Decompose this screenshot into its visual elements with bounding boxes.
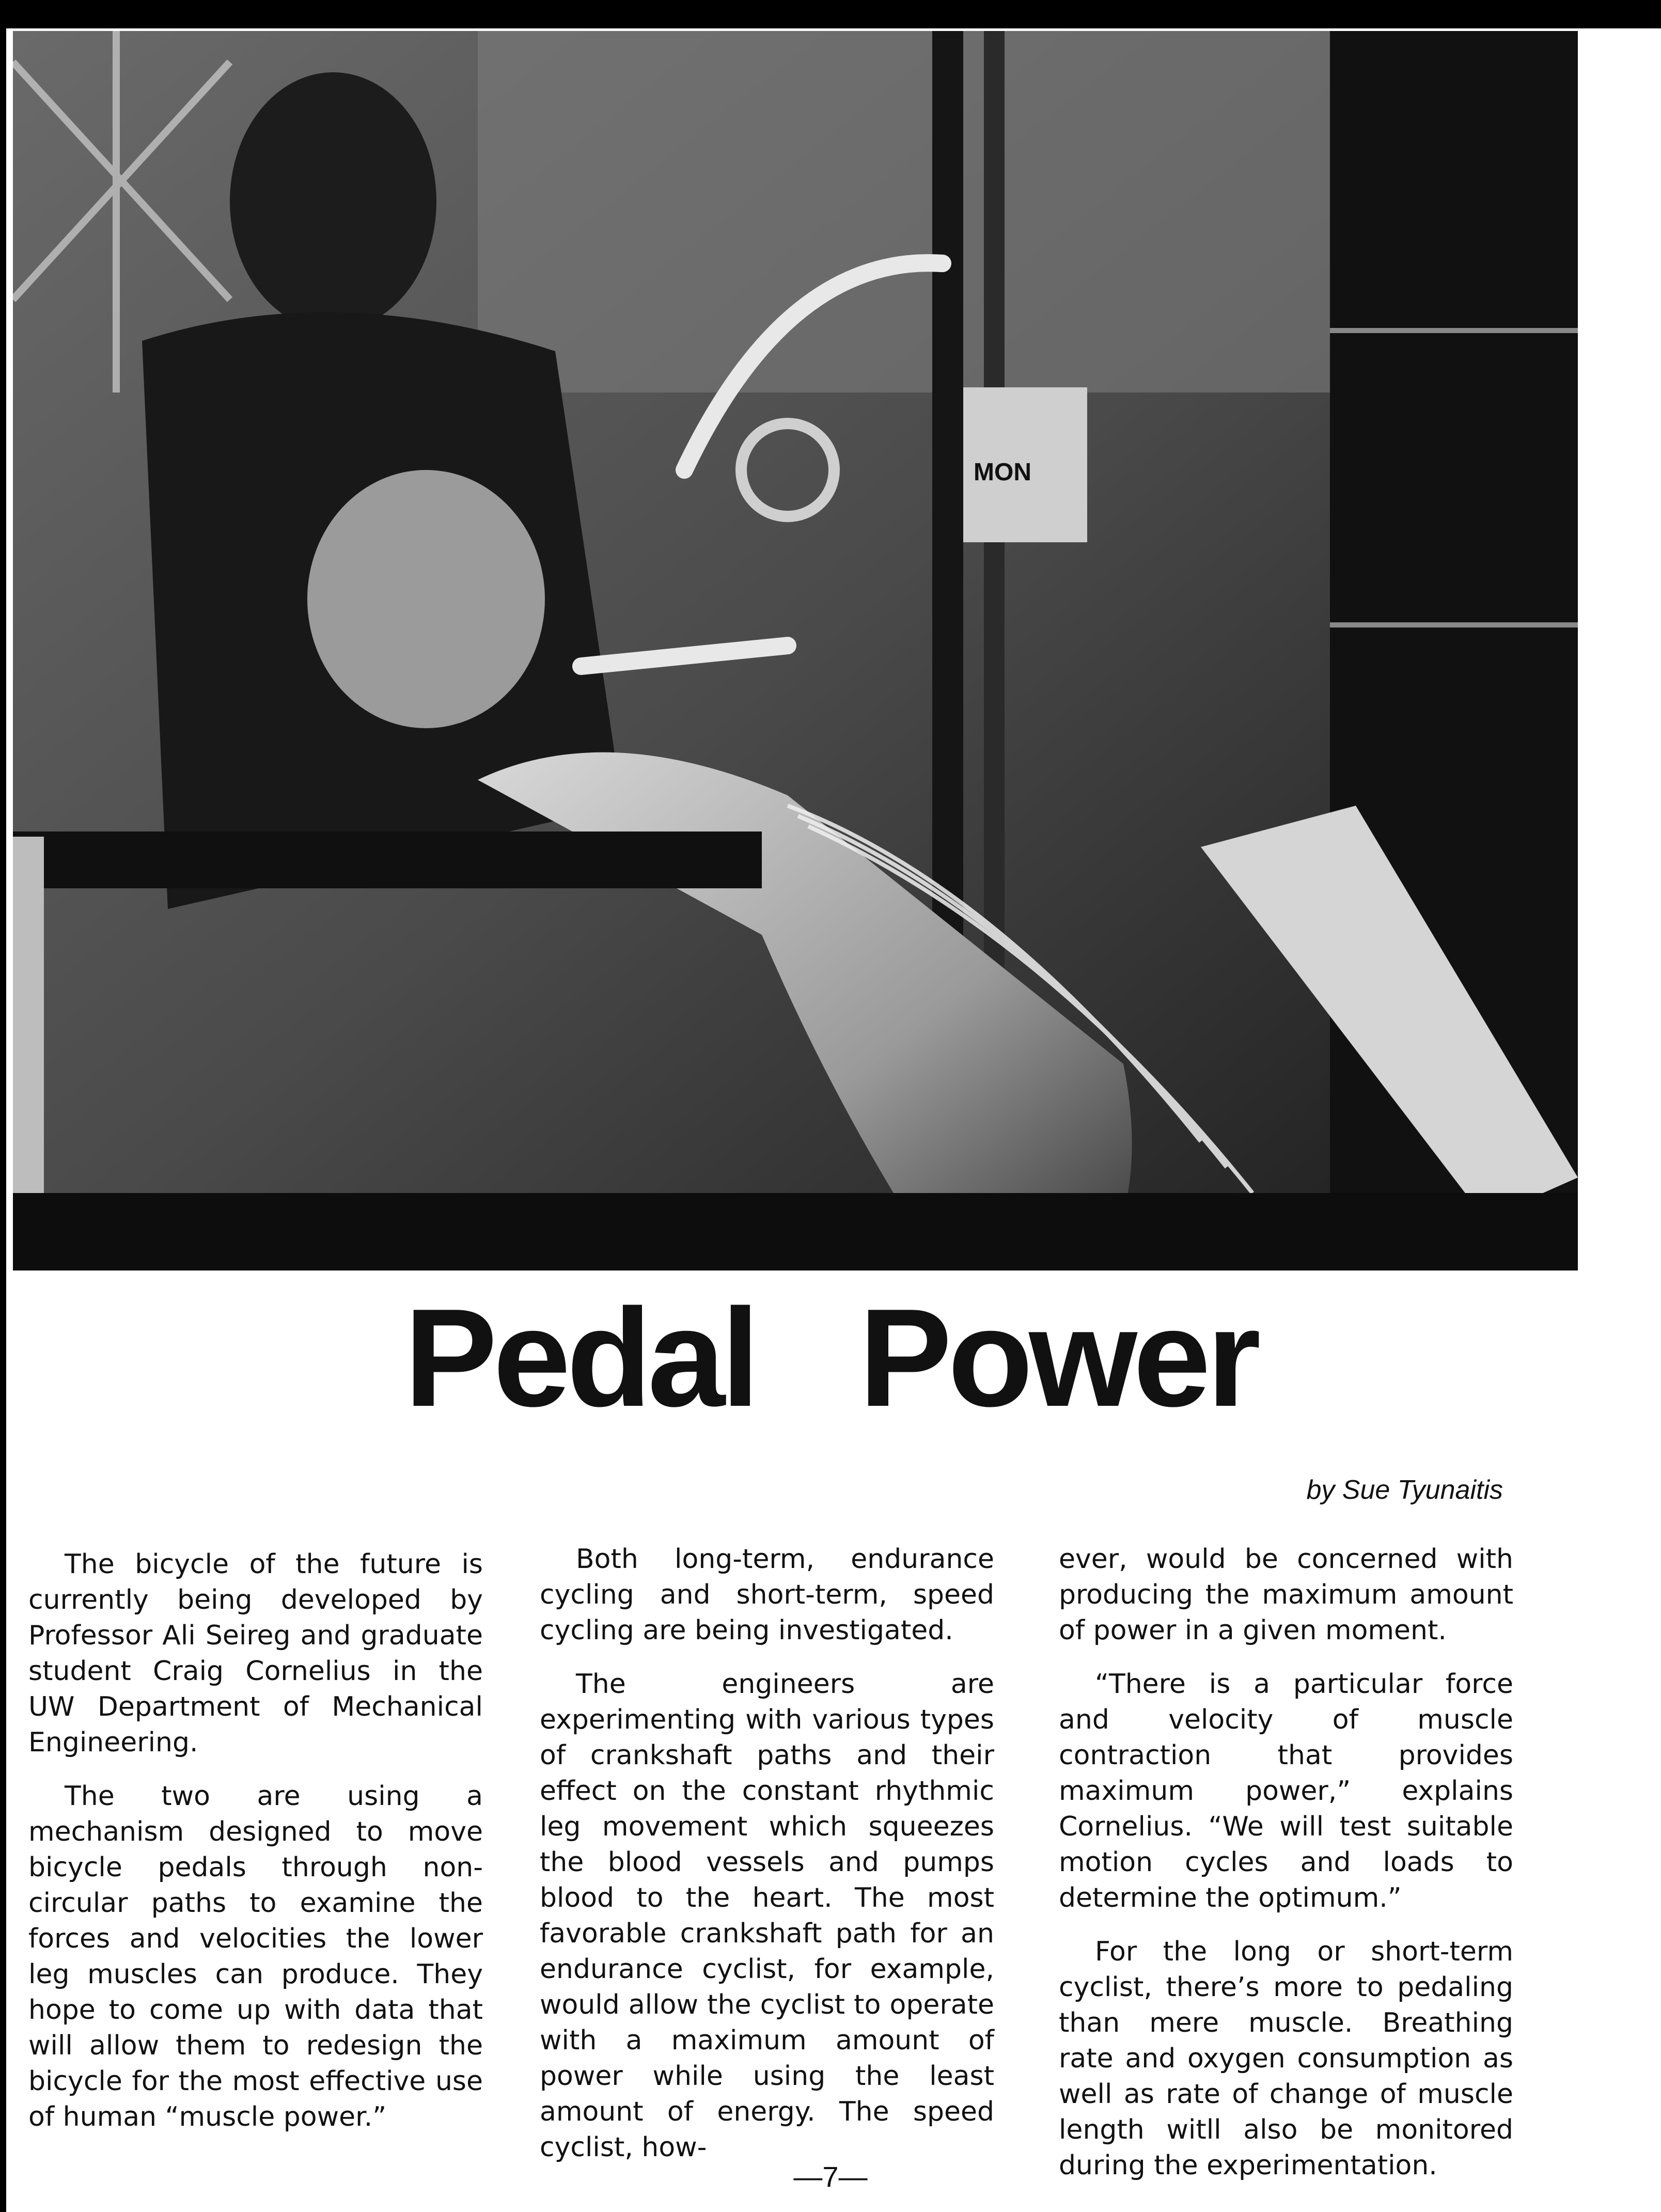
paragraph: Both long-term, endurance cycling and short-term, speed cycling are being investigated. bbox=[540, 1544, 994, 1646]
lab-bicycle-photo bbox=[13, 31, 1578, 1270]
paragraph: The two are using a mechanism designed to move bicycle pedals through non-circular paths to examine the forces and velocities the lower leg muscles can produce. They hope to come up with data that will allow them to redesign the bicycle for the most effective use of human “muscle power.” bbox=[28, 1781, 483, 2132]
text-column-3 bbox=[1059, 1542, 1513, 2202]
lead-photo bbox=[13, 31, 1578, 1270]
page-number: —7— bbox=[793, 2160, 868, 2193]
article-headline bbox=[0, 1281, 1661, 1436]
paragraph: For the long or short-term cyclist, there’s more to pedaling than mere muscle. Breathing rate and oxygen consumption as well as rate of change of muscle length witll also be monitored during the experimentation. bbox=[1059, 1936, 1513, 2181]
headline-word-pedal: Pedal bbox=[404, 1280, 756, 1436]
text-column-1 bbox=[28, 1547, 483, 2153]
author-byline: by Sue Tyunaitis bbox=[1306, 1475, 1503, 1505]
paragraph: The bicycle of the future is currently being developed by Professor Ali Seireg and graduate student Craig Cornelius in the UW Department of Mechanical Engineering. bbox=[28, 1549, 483, 1758]
paragraph: ever, would be concerned with producing the maximum amount of power in a given moment. bbox=[1059, 1544, 1513, 1646]
instrument-sign-text: MON bbox=[974, 459, 1031, 486]
scan-top-border bbox=[0, 0, 1661, 28]
scan-left-border bbox=[0, 0, 6, 2212]
text-column-2 bbox=[540, 1542, 994, 2184]
headline-word-power: Power bbox=[859, 1280, 1257, 1436]
paragraph: The engineers are experimenting with various types of crankshaft paths and their effect on the constant rhythmic leg movement which squeezes the blood vessels and pumps blood to the heart. The most favorable crankshaft path for an endurance cyclist, for example, would allow the cyclist to operate with a maximum amount of power while using the least amount of energy. The speed cyclist, how- bbox=[540, 1669, 994, 2163]
paragraph: “There is a particular force and velocity of muscle contraction that provides maximum power,” explains Cornelius. “We will test suitable motion cycles and loads to determine the optimum.” bbox=[1059, 1669, 1513, 1913]
